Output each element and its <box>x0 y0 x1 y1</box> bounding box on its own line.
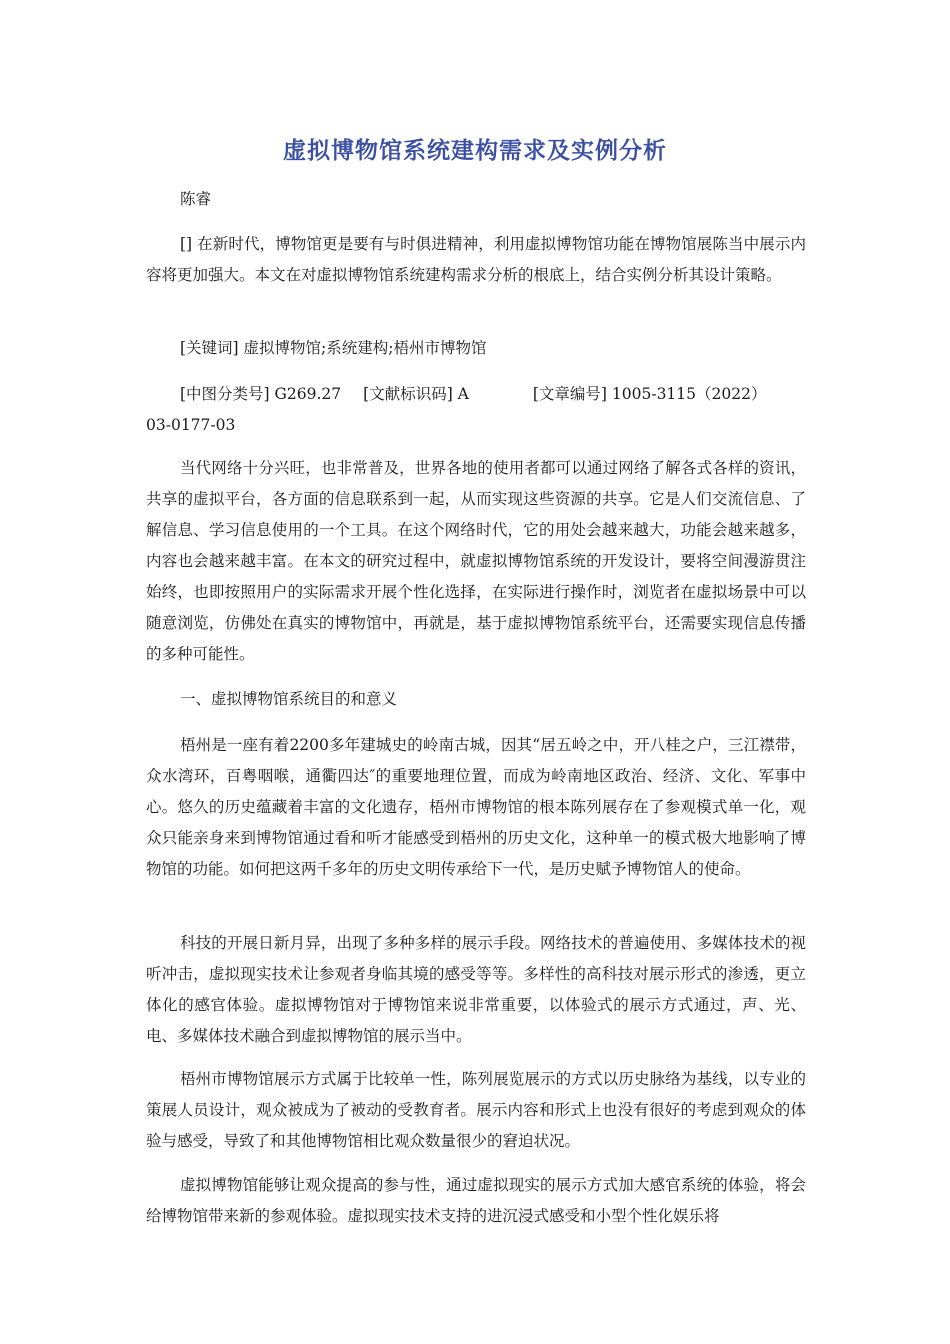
author-name: 陈睿 <box>180 190 212 208</box>
body-paragraph-2: 梧州是一座有着2200多年建城史的岭南古城，因其“居五岭之中，开八桂之户，三江襟带，众水湾环，百粤咽喉，通衢四达″的重要地理位置，而成为岭南地区政治、经济、文化、军事中心。悠久的历史蕴藏着丰富的文化遗存，梧州市博物馆的根本陈列展存在了参观模式单一化，观众只能亲身来到博物馆通过看和听才能感受到梧州的历史文化，这种单一的模式极大地影响了博物馆的功能。如何把这两千多年的历史文明传承给下一代，是历史赋予博物馆人的使命。 <box>146 736 806 878</box>
classification-info <box>146 379 806 441</box>
body-paragraph-1: 当代网络十分兴旺，也非常普及，世界各地的使用者都可以通过网络了解各式各样的资讯，共享的虚拟平台，各方面的信息联系到一起，从而实现这些资源的共享。它是人们交流信息、了解信息、学习信息使用的一个工具。在这个网络时代，它的用处会越来越大，功能会越来越多，内容也会越来越丰富。在本文的研究过程中，就虚拟博物馆系统的开发设计，要将空间漫游贯注始终，也即按照用户的实际需求开展个性化选择，在实际进行操作时，浏览者在虚拟场景中可以随意浏览，仿佛处在真实的博物馆中，再就是，基于虚拟博物馆系统平台，还需要实现信息传播的多种可能性。 <box>146 459 806 663</box>
body-paragraph-4: 梧州市博物馆展示方式属于比较单一性，陈列展览展示的方式以历史脉络为基线，以专业的策展人员设计，观众被成为了被动的受教育者。展示内容和形式上也没有很好的考虑到观众的体验与感受，导致了和其他博物馆相比观众数量很少的窘迫状况。 <box>146 1070 806 1150</box>
article-number: [文章编号] 1005-3115（2022） <box>532 385 767 403</box>
body-paragraph-3: 科技的开展日新月异，出现了多种多样的展示手段。网络技术的普遍使用、多媒体技术的视听冲击，虚拟现实技术让参观者身临其境的感受等等。多样性的高科技对展示形式的渗透，更立体化的感官体验。虚拟博物馆对于博物馆来说非常重要，以体验式的展示方式通过，声、光、电、多媒体技术融合到虚拟博物馆的展示当中。 <box>146 934 806 1045</box>
body-paragraph-5: 虚拟博物馆能够让观众提高的参与性，通过虚拟现实的展示方式加大感官系统的体验，将会给博物馆带来新的参观体验。虚拟现实技术支持的进沉浸式感受和小型个性化娱乐将 <box>146 1176 806 1225</box>
keywords-line: [关键词] 虚拟博物馆;系统建构;梧州市博物馆 <box>180 339 487 357</box>
paper-title: 虚拟博物馆系统建构需求及实例分析 <box>283 138 667 164</box>
abstract-paragraph: [] 在新时代，博物馆更是要有与时俱进精神，利用虚拟博物馆功能在博物馆展陈当中展示内容将更加强大。本文在对虚拟博物馆系统建构需求分析的根底上，结合实例分析其设计策略。 <box>146 235 806 284</box>
classification-line <box>146 379 806 410</box>
document-code: [文献标识码] A <box>363 385 469 403</box>
section-heading-1: 一、虚拟博物馆系统目的和意义 <box>180 690 398 708</box>
clc-number: [中图分类号] G269.27 <box>180 385 342 403</box>
article-number-continued: 03-0177-03 <box>146 416 236 434</box>
